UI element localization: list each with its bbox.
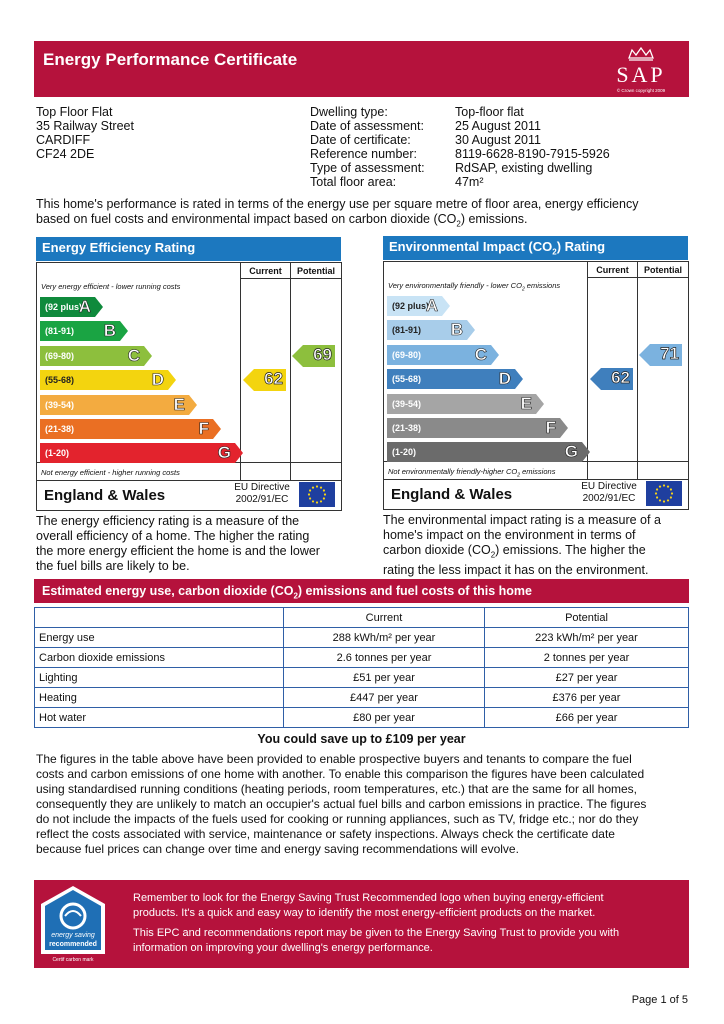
title-banner	[34, 41, 689, 97]
ei-note-part: emissions	[520, 467, 556, 476]
rating-band-f	[387, 418, 560, 438]
ee-current-arrow	[254, 369, 286, 391]
intro-text-part: based on fuel costs and environmental impact based on carbon dioxide (CO	[36, 212, 457, 226]
table-header-row	[35, 608, 689, 628]
explanation-line: costs and carbon emissions of one home with another. To enable this comparison the figures have been calculated	[36, 767, 645, 781]
ei-desc-sub: 2	[490, 550, 496, 560]
footer-line: products. It's a quick and easy way to identify the most energy-efficient products on the market.	[133, 907, 596, 919]
intro-text	[36, 197, 686, 232]
ei-directive	[574, 481, 644, 505]
band-letter: A	[425, 296, 438, 315]
costs-table	[34, 607, 689, 728]
ee-bottom-note: Not energy efficient - higher running costs	[41, 468, 180, 477]
detail-label: Reference number:	[310, 147, 418, 161]
costs-title	[42, 584, 532, 601]
ei-current-value: 62	[611, 368, 630, 388]
rating-band-d	[40, 370, 168, 390]
star-icon	[323, 497, 325, 499]
ei-top-note	[388, 281, 560, 293]
band-range: (21-38)	[392, 423, 422, 433]
ee-desc-line: The energy efficiency rating is a measure of the	[36, 514, 300, 528]
table-row	[35, 688, 689, 708]
ee-top-note: Very energy efficient - lower running costs	[41, 282, 181, 291]
table-row	[35, 628, 689, 648]
costs-title-sub: 2	[293, 591, 298, 601]
row-potential: 2 tonnes per year	[485, 648, 689, 668]
footer-banner	[34, 880, 689, 968]
star-icon	[656, 496, 658, 498]
star-icon	[324, 493, 326, 495]
rating-band-g	[40, 443, 235, 463]
band-letter: D	[498, 369, 511, 389]
detail-label: Total floor area:	[310, 175, 397, 189]
rating-band-b	[40, 321, 120, 341]
rating-band-d	[387, 369, 515, 389]
row-potential: £27 per year	[485, 668, 689, 688]
ei-potential-arrow	[650, 344, 682, 366]
row-label: Heating	[35, 688, 284, 708]
rating-band-f	[40, 419, 213, 439]
ei-desc-line: The environmental impact rating is a measure of a	[383, 513, 661, 527]
star-icon	[316, 501, 318, 503]
rating-band-e	[40, 395, 189, 415]
detail-value: 25 August 2011	[455, 119, 541, 133]
band-range: (21-38)	[45, 424, 75, 434]
ei-note-part: emissions	[524, 281, 561, 290]
explanation-line: consequently they are unlikely to match an occupier's actual fuel bills and carbon emissions in practice. The figures	[36, 797, 647, 811]
costs-banner	[34, 579, 689, 603]
ei-chart-title	[383, 236, 688, 260]
footer-para2	[133, 926, 619, 956]
ei-title-sub: 2	[552, 247, 557, 257]
rating-band-c	[40, 346, 144, 366]
explanation-line: because fuel prices can change over time and energy saving recommendations will evolve.	[36, 842, 519, 856]
row-label: Lighting	[35, 668, 284, 688]
directive-line: 2002/91/EC	[235, 494, 289, 505]
table-row	[35, 648, 689, 668]
ei-desc-line: home's impact on the environment in terms of	[383, 528, 636, 542]
band-letter: F	[198, 419, 209, 438]
ei-note-part: Not environmentally friendly-higher CO	[388, 467, 518, 476]
star-icon	[656, 488, 658, 490]
page-title: Energy Performance Certificate	[43, 50, 298, 69]
intro-sub: 2	[456, 219, 461, 229]
divider	[637, 262, 638, 479]
star-icon	[671, 492, 673, 494]
star-icon	[323, 489, 325, 491]
rating-band-c	[387, 345, 491, 365]
directive-line: 2002/91/EC	[582, 493, 636, 504]
band-letter: F	[545, 418, 556, 437]
band-letter: D	[151, 370, 164, 390]
ei-current-arrow	[601, 368, 633, 390]
table-row	[35, 708, 689, 728]
star-icon	[670, 488, 672, 490]
details-values	[455, 105, 610, 189]
star-icon	[667, 499, 669, 501]
detail-label: Type of assessment:	[310, 161, 425, 175]
row-potential: £66 per year	[485, 708, 689, 728]
detail-label: Dwelling type:	[310, 105, 388, 119]
row-label: Energy use	[35, 628, 284, 648]
row-label: Carbon dioxide emissions	[35, 648, 284, 668]
logo-line2: recommended	[49, 941, 97, 948]
ei-bottom-note	[388, 467, 555, 479]
costs-title-part: Estimated energy use, carbon dioxide (CO	[42, 584, 294, 598]
ei-title-part: Environmental Impact (CO	[389, 239, 553, 254]
table-cell	[35, 608, 284, 628]
detail-value: 8119-6628-8190-7915-5926	[455, 147, 610, 161]
address-block	[36, 105, 134, 161]
intro-line: This home's performance is rated in terms of the energy use per square metre of floor area, energy efficiency	[36, 197, 639, 211]
ee-col-potential: Potential	[296, 266, 335, 276]
footer-line: Remember to look for the Energy Saving Trust Recommended logo when buying energy-efficient	[133, 892, 604, 904]
band-range: (81-91)	[392, 325, 422, 336]
rating-band-a	[387, 296, 442, 316]
detail-value: RdSAP, existing dwelling	[455, 161, 593, 175]
row-current: £51 per year	[284, 668, 485, 688]
explanation-line: The figures in the table above have been provided to enable prospective buyers and tenants to compare the fuel	[36, 752, 632, 766]
col-current: Current	[284, 608, 485, 628]
band-range: (69-80)	[45, 350, 75, 361]
energy-saving-recommended-logo-icon	[38, 884, 108, 964]
band-range: (39-54)	[392, 398, 422, 409]
band-letter: B	[103, 321, 116, 341]
band-range: (81-91)	[45, 326, 75, 337]
star-icon	[312, 486, 314, 488]
address-line: Top Floor Flat	[36, 105, 113, 119]
detail-label: Date of assessment:	[310, 119, 424, 133]
ee-description	[36, 514, 346, 574]
ei-note-sub: 2	[517, 472, 521, 479]
address-line: CF24 2DE	[36, 147, 95, 161]
eu-flag-icon	[299, 482, 335, 507]
star-icon	[308, 493, 310, 495]
row-potential: 223 kWh/m² per year	[485, 628, 689, 648]
rating-band-g	[387, 442, 582, 462]
divider	[587, 277, 688, 278]
band-range: (39-54)	[45, 399, 75, 410]
ee-desc-line: the more energy efficient the home is and the lower	[36, 544, 320, 558]
col-potential: Potential	[485, 608, 689, 628]
costs-title-part: ) emissions and fuel costs of this home	[297, 584, 532, 598]
star-icon	[309, 489, 311, 491]
footer-line: information on improving your dwelling's energy performance.	[133, 942, 433, 954]
detail-value: 30 August 2011	[455, 133, 541, 147]
sap-logo-text: SAP	[616, 62, 666, 87]
details-labels	[310, 105, 425, 189]
band-letter: E	[520, 393, 532, 413]
directive-line: EU Directive	[581, 481, 637, 492]
ee-potential-value: 69	[313, 344, 332, 364]
ei-region: England & Wales	[391, 486, 513, 503]
star-icon	[663, 484, 665, 486]
address-line: CARDIFF	[36, 133, 91, 147]
ee-region: England & Wales	[44, 487, 166, 504]
ee-current-value: 62	[264, 369, 283, 389]
band-letter: C	[474, 344, 487, 364]
row-current: 2.6 tonnes per year	[284, 648, 485, 668]
star-icon	[659, 485, 661, 487]
detail-value: 47m²	[455, 175, 484, 189]
rating-band-b	[387, 320, 467, 340]
star-icon	[320, 486, 322, 488]
star-icon	[316, 485, 318, 487]
divider	[240, 278, 341, 279]
eu-flag-icon	[646, 481, 682, 506]
ei-description	[383, 513, 693, 578]
band-range: (92 plus)	[45, 302, 83, 312]
rating-band-a	[40, 297, 95, 317]
sap-logo-icon	[601, 44, 681, 94]
band-letter: E	[173, 394, 185, 414]
ei-desc-part: carbon dioxide (CO	[383, 543, 491, 557]
page-number: Page 1 of 5	[631, 994, 688, 1006]
logo-caption: Certif carbon mark	[52, 957, 94, 963]
table-row	[35, 668, 689, 688]
band-range: (55-68)	[392, 374, 422, 385]
row-current: £80 per year	[284, 708, 485, 728]
ee-chart-title: Energy Efficiency Rating	[36, 237, 341, 261]
explanation-line: do not include the impacts of the fuels used for cooking or running appliances, such as TV, fridge etc.; nor do they	[36, 812, 639, 826]
band-range: (92 plus)	[392, 301, 430, 311]
star-icon	[670, 496, 672, 498]
ei-chart-header	[383, 236, 688, 260]
star-icon	[659, 499, 661, 501]
divider	[290, 263, 291, 480]
ee-chart-box	[36, 262, 342, 481]
intro-line	[36, 212, 686, 232]
ee-chart-footer	[36, 479, 342, 511]
ei-chart-footer	[383, 478, 689, 510]
band-range: (1-20)	[45, 448, 70, 459]
row-label: Hot water	[35, 708, 284, 728]
ei-desc-line	[383, 543, 693, 563]
star-icon	[663, 500, 665, 502]
band-letter: C	[127, 345, 140, 365]
ei-chart-box	[383, 261, 689, 480]
detail-label: Date of certificate:	[310, 133, 411, 147]
footer-para1	[133, 891, 604, 921]
sap-logo-sub: © Crown copyright 2009	[616, 88, 666, 93]
directive-line: EU Directive	[234, 482, 290, 493]
ei-col-potential: Potential	[643, 265, 682, 275]
explanation-text	[36, 752, 696, 857]
star-icon	[667, 485, 669, 487]
band-range: (69-80)	[392, 349, 422, 360]
ei-title-part: ) Rating	[556, 239, 606, 254]
band-range: (55-68)	[45, 375, 75, 386]
star-icon	[309, 497, 311, 499]
band-letter: G	[564, 442, 578, 462]
logo-line1: energy saving	[51, 932, 95, 939]
ee-chart-header	[36, 237, 341, 261]
ei-note-part: Very environmentally friendly - lower CO	[388, 281, 522, 290]
ee-potential-arrow	[303, 345, 335, 367]
ee-directive	[227, 482, 297, 506]
intro-text-part: ) emissions.	[460, 212, 528, 226]
star-icon	[312, 500, 314, 502]
ei-potential-value: 71	[660, 343, 679, 363]
star-icon	[320, 500, 322, 502]
band-letter: A	[78, 297, 91, 316]
band-letter: G	[217, 443, 231, 463]
savings-line: You could save up to £109 per year	[257, 732, 466, 746]
band-letter: B	[450, 320, 463, 340]
explanation-line: using standardised running conditions (heating periods, room temperatures, etc.) that are the same for all homes,	[36, 782, 637, 796]
star-icon	[655, 492, 657, 494]
row-potential: £376 per year	[485, 688, 689, 708]
ee-desc-line: the fuel bills are likely to be.	[36, 559, 190, 573]
detail-value: Top-floor flat	[455, 105, 524, 119]
ee-col-current: Current	[249, 266, 282, 276]
address-line: 35 Railway Street	[36, 119, 134, 133]
ei-note-sub: 2	[521, 286, 525, 293]
row-current: 288 kWh/m² per year	[284, 628, 485, 648]
ei-col-current: Current	[596, 265, 629, 275]
band-range: (1-20)	[392, 447, 417, 458]
footer-line: This EPC and recommendations report may be given to the Energy Saving Trust to provide you with	[133, 927, 620, 939]
ei-desc-line: rating the less impact it has on the environment.	[383, 562, 649, 577]
explanation-line: reflect the costs associated with service, maintenance or safety inspections. Always check the certificate date	[36, 827, 615, 841]
ei-desc-part: ) emissions. The higher the	[495, 543, 646, 557]
rating-band-e	[387, 394, 536, 414]
ee-desc-line: overall efficiency of a home. The higher the rating	[36, 529, 310, 543]
row-current: £447 per year	[284, 688, 485, 708]
